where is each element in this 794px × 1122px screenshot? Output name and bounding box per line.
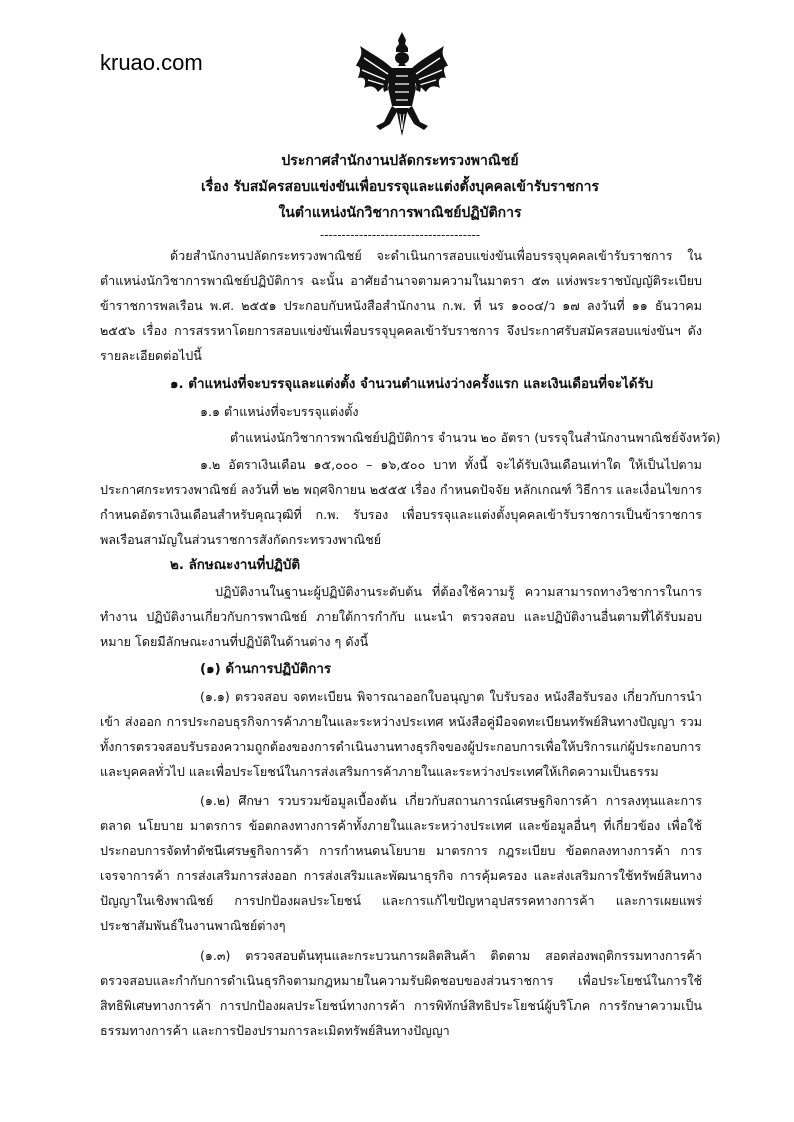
announcement-position: ในตำแหน่งนักวิชาการพาณิชย์ปฏิบัติการ	[278, 205, 522, 221]
section-1-1-heading: ๑.๑ ตำแหน่งที่จะบรรจุแต่งตั้ง	[200, 404, 359, 419]
intro-paragraph: ด้วยสำนักงานปลัดกระทรวงพาณิชย์ จะดำเนินการสอบแข่งขันเพื่อบรรจุบุคคลเข้ารับราชการ ในตำแหน่งนักวิชาการพาณิชย์ปฏิบัติการ ฉะนั้น อาศัยอำนาจตามความในมาตรา ๕๓ แห่งพระราชบัญญัติระเบียบข้าราชการพลเรือน พ.ศ. ๒๕๕๑ ประกอบกับหนังสือสำนักงาน ก.พ. ที่ นร ๑๐๐๔/ว ๑๗ ลงวันที่ ๑๑ ธันวาคม ๒๕๕๖ เรื่อง การสรรหาโดยการสอบแข่งขันเพื่อบรรจุบุคคลเข้ารับราชการ จึงประกาศรับสมัครสอบแข่งขันฯ ดังรายละเอียดต่อไปนี้	[100, 248, 702, 363]
section-2-intro: ปฏิบัติงานในฐานะผู้ปฏิบัติงานระดับต้น ที่ต้องใช้ความรู้ ความสามารถทางวิชาการในการทำงาน ปฏิบัติงานเกี่ยวกับการพาณิชย์ ภายใต้การกำกับ แนะนำ ตรวจสอบ และปฏิบัติงานอื่นตามที่ได้รับมอบหมาย โดยมีลักษณะงานที่ปฏิบัติในด้านต่าง ๆ ดังนี้	[100, 584, 702, 649]
section-2-item-3: (๑.๓) ตรวจสอบต้นทุนและกระบวนการผลิตสินค้า ติดตาม สอดส่องพฤติกรรมทางการค้า ตรวจสอบและกำกับการดำเนินธุรกิจตามกฎหมายในความรับผิดชอบของส่วนราชการ เพื่อประโยชน์ในการใช้สิทธิพิเศษทางการค้า การปกป้องผลประโยชน์ทางการค้า การพิทักษ์สิทธิประโยชน์ผู้บริโภค การรักษาความเป็นธรรมทางการค้า และการป้องปรามการละเมิดทรัพย์สินทางปัญญา	[100, 948, 702, 1038]
title-divider: -------------------------------------	[319, 228, 481, 242]
announcement-subject: เรื่อง รับสมัครสอบแข่งขันเพื่อบรรจุและแต่งตั้งบุคคลเข้ารับราชการ	[200, 179, 599, 195]
section-2-sub-heading: (๑) ด้านการปฏิบัติการ	[200, 662, 332, 677]
section-2-item-2: (๑.๒) ศึกษา รวบรวมข้อมูลเบื้องต้น เกี่ยวกับสถานการณ์เศรษฐกิจการค้า การลงทุนและการตลาด นโยบาย มาตรการ ข้อตกลงทางการค้าทั้งภายในและระหว่างประเทศ และข้อมูลอื่นๆ ที่เกี่ยวข้อง เพื่อใช้ประกอบการจัดทำดัชนีเศรษฐกิจการค้า การกำหนดนโยบาย มาตรการ กฎระเบียบ ข้อตกลงทางการค้า การเจรจาการค้า การส่งเสริมการส่งออก การส่งเสริมและพัฒนาธุรกิจ การคุ้มครอง และส่งเสริมการใช้ทรัพย์สินทางปัญญาในเชิงพาณิชย์ การปกป้องผลประโยชน์ และการแก้ไขปัญหาอุปสรรคทางการค้า และการเผยแพร่ประชาสัมพันธ์ในงานพาณิชย์ต่างๆ	[100, 793, 702, 933]
garuda-emblem-icon	[354, 30, 450, 138]
section-2-heading: ๒. ลักษณะงานที่ปฏิบัติ	[170, 558, 301, 573]
section-2-item-1: (๑.๑) ตรวจสอบ จดทะเบียน พิจารณาออกใบอนุญาต ใบรับรอง หนังสือรับรอง เกี่ยวกับการนำเข้า ส่งออก การประกอบธุรกิจการค้าภายในและระหว่างประเทศ หนังสือคู่มือจดทะเบียนทรัพย์สินทางปัญญา รวมทั้งการตรวจสอบรับรองความถูกต้องของการดำเนินงานทางธุรกิจของผู้ประกอบการเพื่อให้บริการแก่ผู้ประกอบการ และบุคคลทั่วไป และเพื่อประโยชน์ในการส่งเสริมการค้าภายในและระหว่างประเทศให้เกิดความเป็นธรรม	[100, 689, 702, 779]
section-1-2-paragraph: ๑.๒ อัตราเงินเดือน ๑๕,๐๐๐ – ๑๖,๕๐๐ บาท ทั้งนี้ จะได้รับเงินเดือนเท่าใด ให้เป็นไปตามประกาศกระทรวงพาณิชย์ ลงวันที่ ๒๒ พฤศจิกายน ๒๕๕๕ เรื่อง กำหนดปัจจัย หลักเกณฑ์ วิธีการ และเงื่อนไขการกำหนดอัตราเงินเดือนสำหรับคุณวุฒิที่ ก.พ. รับรอง เพื่อบรรจุและแต่งตั้งบุคคลเข้ารับราชการเป็นข้าราชการพลเรือนสามัญในส่วนราชการสังกัดกระทรวงพาณิชย์	[100, 457, 702, 547]
watermark-text: kruao.com	[100, 50, 203, 75]
section-1-1-detail: ตำแหน่งนักวิชาการพาณิชย์ปฏิบัติการ จำนวน ๒๐ อัตรา (บรรจุในสำนักงานพาณิชย์จังหวัด)	[230, 430, 721, 445]
section-1-heading: ๑. ตำแหน่งที่จะบรรจุและแต่งตั้ง จำนวนตำแหน่งว่างครั้งแรก และเงินเดือนที่จะได้รับ	[170, 377, 654, 392]
announcement-title: ประกาศสำนักงานปลัดกระทรวงพาณิชย์	[281, 153, 519, 169]
